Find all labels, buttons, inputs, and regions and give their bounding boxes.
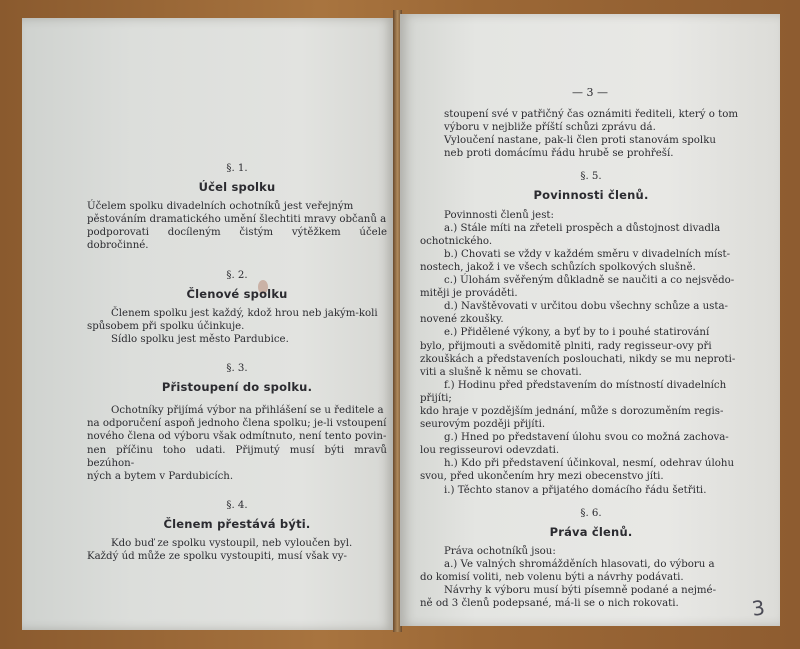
section-1-line-1: Účelem spolku divadelních ochotníků jest veřejným — [87, 201, 354, 213]
left-page — [22, 18, 394, 630]
duty-e-line-2: bylo, přijmouti a svědomitě plniti, rady regisseur-ovy při — [420, 340, 712, 352]
section-4-mark: §. 4. — [226, 499, 248, 511]
duty-a-line-2: ochotnického. — [420, 235, 493, 247]
duty-h-line-2: svou, před ukončením hry mezi obecenstvo jíti. — [420, 471, 664, 483]
right-page-text — [420, 108, 762, 610]
duty-c-line-2: mitěji je prováděti. — [420, 288, 518, 300]
section-2-line-1: Členem spolku jest každý, kdož hrou neb jakým-koli — [111, 307, 378, 319]
duty-i-line-1: i.) Těchto stanov a přijatého domácího řádu šetřiti. — [444, 484, 707, 496]
section-1-title: Účel spolku — [198, 180, 276, 195]
section-2-title: Členové spolku — [186, 286, 288, 301]
section-3-line-5: ných a bytem v Pardubicích. — [87, 470, 234, 482]
duty-c-line-1: c.) Úlohám svěřeným důkladně se naučiti a co nejsvědo- — [444, 275, 735, 287]
section-4-title: Členem přestává býti. — [163, 516, 311, 531]
duty-a-line-1: a.) Stále míti na zřeteli prospěch a důstojnost divadla — [444, 222, 721, 234]
duty-e-line-4: viti a slušně k němu se chovati. — [420, 366, 582, 378]
section-6-title: Práva členů. — [549, 524, 633, 539]
page-number: — 3 — — [572, 86, 608, 99]
section-4-line-1: Kdo buď ze spolku vystoupil, neb vyloučen byl. — [111, 537, 353, 549]
section-2-mark: §. 2. — [226, 269, 248, 281]
section-3-line-2: na odporučení aspoň jednoho člena spolku; je-li vstoupení — [87, 418, 387, 430]
continuation-line-4: neb proti domácímu řádu hrubě se prohřeší. — [444, 148, 674, 160]
section-1-line-3: podporovati docíleným čistým výtěžkem účele dobročinné. — [87, 227, 387, 252]
section-1-mark: §. 1. — [226, 163, 248, 174]
section-6-intro: Práva ochotníků jsou: — [444, 545, 556, 557]
right-page — [400, 14, 780, 626]
left-page-text — [87, 162, 387, 563]
duty-b-line-2: nostech, jakož i ve všech schůzích spolkových slušně. — [420, 261, 696, 273]
duty-g-line-1: g.) Hned po představení úlohu svou co možná zachova- — [444, 432, 729, 444]
continuation-line-1: stoupení své v patřičný čas oznámiti řediteli, který o tom — [444, 109, 739, 120]
duty-b-line-1: b.) Chovati se vždy v každém směru v divadelních míst- — [444, 248, 731, 260]
proposal-line-2: ně od 3 členů podepsané, má-li se o nich rokovati. — [420, 598, 679, 610]
section-2-line-3: Sídlo spolku jest město Pardubice. — [111, 333, 289, 345]
section-3-line-1: Ochotníky přijímá výbor na přihlášení se u ředitele a — [111, 405, 384, 417]
section-5-title: Povinnosti členů. — [533, 188, 649, 203]
continuation-line-3: Vyloučení nastane, pak-li člen proti stanovám spolku — [444, 135, 716, 147]
duty-f-line-1: f.) Hodinu před představením do místností divadelních — [444, 379, 727, 391]
section-5-mark: §. 5. — [580, 171, 602, 183]
duty-e-line-1: e.) Přidělené výkony, a byť by to i pouhé statirování — [444, 327, 710, 339]
duty-d-line-2: novené zkoušky. — [420, 314, 504, 326]
continuation-line-2: výboru v nejbliže příští schůzi zprávu dá. — [444, 122, 656, 134]
section-3-title: Přistoupení do spolku. — [161, 380, 313, 395]
section-3-line-4: nen příčinu toho udati. Přijmutý musí býti mravů bezúhon- — [87, 444, 387, 469]
right-a-line-2: do komisí voliti, neb volenu býti a návrhy podávati. — [420, 572, 684, 583]
section-5-intro: Povinnosti členů jest: — [444, 209, 554, 221]
proposal-line-1: Návrhy k výboru musí býti písemně podané a nejmé- — [444, 585, 717, 597]
duty-h-line-1: h.) Kdo při představení účinkoval, nesmí, odehrav úlohu — [444, 458, 735, 470]
pencil-page-mark: 3 — [750, 595, 767, 621]
duty-f-line-3: kdo hraje v pozdějším jednání, může s dorozuměním regis- — [420, 405, 724, 417]
section-2-line-2: spůsobem při spolku účinkuje. — [87, 320, 245, 332]
section-3-line-3: nového člena od výboru však odmítnuto, není tento povin- — [87, 431, 387, 443]
right-a-line-1: a.) Ve valných shromážděních hlasovati, do výboru a — [444, 558, 715, 570]
section-1-line-2: pěstováním dramatického umění šlechtiti mravy občanů a — [87, 214, 387, 226]
duty-f-line-2: přijíti; — [420, 392, 452, 404]
duty-f-line-4: seurovým později přijíti. — [420, 419, 546, 431]
section-4-line-2: Každý úd může ze spolku vystoupiti, musí však vy- — [87, 551, 347, 563]
section-3-mark: §. 3. — [226, 363, 248, 375]
duty-e-line-3: zkouškách a představeních poslouchati, nikdy se mu neproti- — [420, 353, 736, 365]
duty-d-line-1: d.) Navštěvovati v určitou dobu všechny schůze a usta- — [444, 301, 729, 313]
section-6-mark: §. 6. — [580, 507, 602, 519]
duty-g-line-2: lou regisseurovi odevzdati. — [420, 445, 560, 457]
